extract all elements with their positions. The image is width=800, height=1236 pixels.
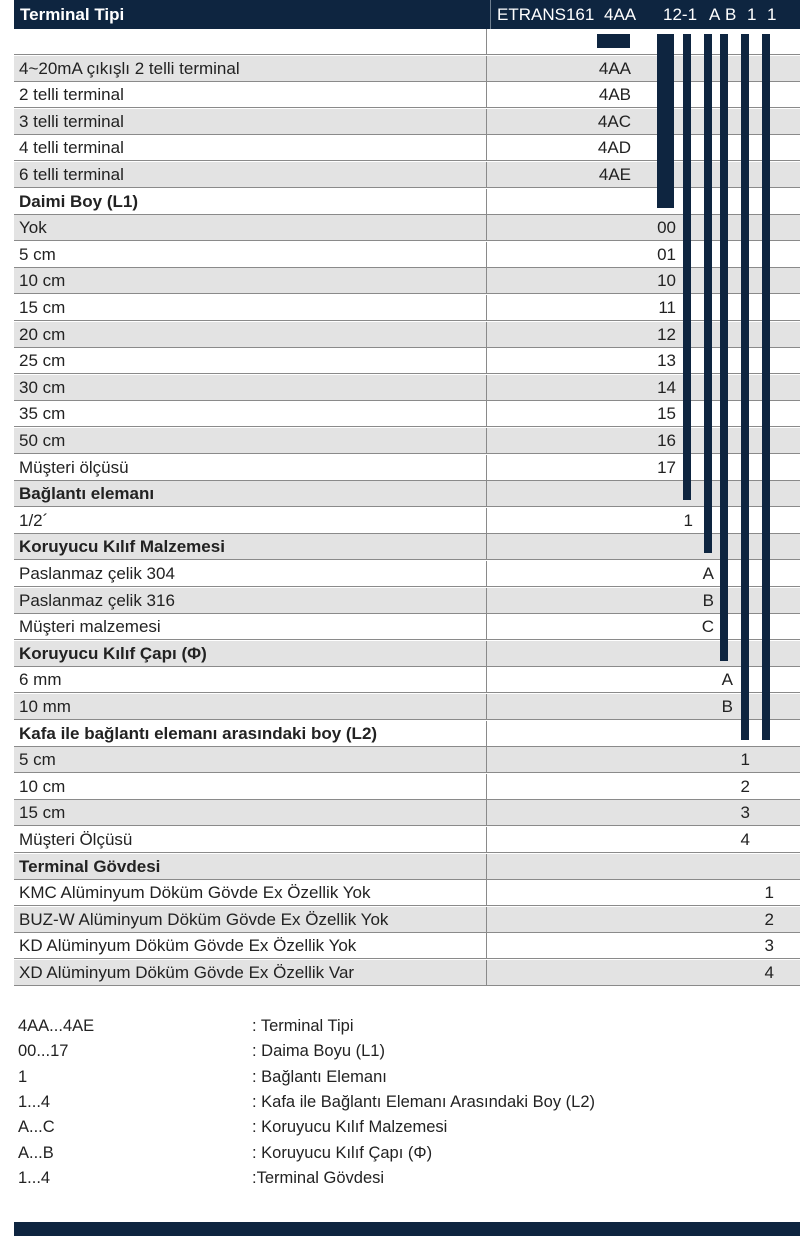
column-divider [486, 135, 487, 161]
option-label: 5 cm [19, 750, 56, 770]
table-header [14, 0, 800, 29]
table-row [14, 614, 800, 640]
option-label: Müşteri ölçüsü [19, 457, 129, 477]
option-label: Yok [19, 218, 47, 238]
option-code: 4AA [598, 58, 631, 78]
column-divider [486, 189, 487, 215]
legend-row [18, 1065, 718, 1090]
legend-key: A...B [18, 1143, 54, 1162]
legend-description: : Koruyucu Kılıf Çapı (Φ) [252, 1143, 433, 1162]
legend-row [18, 1014, 718, 1039]
section-title: Koruyucu Kılıf Malzemesi [19, 537, 225, 557]
column-divider [486, 29, 487, 55]
option-label: Paslanmaz çelik 316 [19, 590, 175, 610]
legend-row [18, 1141, 718, 1166]
column-divider [486, 614, 487, 640]
table-row [14, 880, 800, 906]
option-code: 1 [683, 510, 693, 530]
section-title: Terminal Gövdesi [19, 856, 161, 876]
table-row [14, 588, 800, 614]
header-code-type: 4AA [604, 5, 637, 24]
option-code: B [721, 697, 733, 716]
option-code: 10 [657, 271, 676, 291]
legend-description: : Terminal Tipi [252, 1017, 354, 1035]
table-row [14, 827, 800, 853]
table-row [14, 960, 800, 986]
option-label: 2 telli terminal [19, 85, 124, 105]
legend-key: 00...17 [18, 1042, 69, 1061]
column-divider [486, 375, 487, 401]
column-divider [486, 747, 487, 773]
column-divider [486, 827, 487, 853]
option-label: 6 mm [19, 670, 62, 690]
option-code: 15 [657, 404, 676, 424]
legend-row [18, 1090, 718, 1115]
bar-length-l2 [741, 34, 749, 740]
option-code: C [701, 617, 714, 637]
option-label: 3 telli terminal [19, 111, 124, 131]
column-divider [486, 82, 487, 108]
header-code-diameter: B [725, 5, 737, 24]
option-label: 15 cm [19, 803, 66, 823]
option-code: 1 [740, 750, 750, 770]
column-divider [486, 481, 487, 507]
option-code: 11 [658, 298, 676, 317]
column-divider [486, 694, 487, 720]
section-header-row [14, 854, 800, 880]
column-divider [486, 907, 487, 933]
option-code: 1 [764, 883, 774, 903]
option-code: A [721, 670, 733, 690]
option-label: 5 cm [19, 244, 56, 264]
option-label: KMC Alüminyum Döküm Gövde Ex Özellik Yok [19, 883, 371, 903]
table-row [14, 508, 800, 534]
column-divider [486, 401, 487, 427]
header-code-l2: 1 [747, 5, 757, 24]
bar-type-marker [597, 34, 630, 48]
bar-sheath-material [704, 34, 712, 553]
option-code: 2 [764, 909, 774, 929]
column-divider [486, 854, 487, 880]
option-label: Müşteri malzemesi [19, 617, 161, 637]
table-row [14, 561, 800, 587]
option-code: 4AC [597, 111, 631, 131]
table-row [14, 694, 800, 720]
table-row [14, 747, 800, 773]
column-divider [486, 774, 487, 800]
section-header-row [14, 534, 800, 560]
legend-key: 1 [18, 1067, 28, 1086]
column-divider [486, 534, 487, 560]
option-label: 10 mm [19, 697, 71, 716]
bar-connection [683, 34, 691, 500]
option-code: 14 [657, 377, 676, 397]
option-label: 15 cm [19, 298, 66, 317]
header-code-model: ETRANS161 [497, 5, 595, 24]
option-label: 35 cm [19, 404, 66, 424]
column-divider [486, 455, 487, 481]
section-header-row [14, 641, 800, 667]
column-divider [486, 800, 487, 826]
column-divider [486, 933, 487, 959]
option-label: 10 cm [19, 271, 66, 291]
column-divider [486, 322, 487, 348]
column-divider [486, 960, 487, 986]
legend-description: : Daima Boyu (L1) [252, 1042, 385, 1061]
legend-description: :Terminal Gövdesi [252, 1168, 385, 1187]
table-row [14, 667, 800, 693]
legend-key: 1...4 [18, 1168, 51, 1187]
option-label: 4 telli terminal [19, 138, 124, 158]
option-label: 25 cm [19, 351, 66, 371]
column-divider [486, 268, 487, 294]
legend-description: : Koruyucu Kılıf Malzemesi [252, 1118, 448, 1137]
column-divider [486, 721, 487, 747]
option-label: 1/2´ [19, 510, 49, 530]
option-label: 4~20mA çıkışlı 2 telli terminal [19, 58, 240, 78]
option-label: 10 cm [19, 776, 66, 796]
option-code: 3 [740, 803, 750, 823]
column-divider [486, 56, 487, 82]
section-title: Bağlantı elemanı [19, 484, 155, 504]
legend-description: : Kafa ile Bağlantı Elemanı Arasındaki Boy (L2) [252, 1092, 596, 1111]
option-code: 4 [740, 830, 750, 849]
table-row [14, 774, 800, 800]
bar-housing [762, 34, 770, 740]
option-label: 30 cm [19, 377, 66, 397]
legend-row [18, 1166, 718, 1191]
column-divider [486, 561, 487, 587]
bar-length-l1 [657, 34, 674, 208]
option-label: XD Alüminyum Döküm Gövde Ex Özellik Var [19, 963, 355, 982]
column-divider [486, 428, 487, 454]
header-code-housing: 1 [767, 5, 777, 24]
option-code: 3 [764, 936, 774, 956]
column-divider [486, 508, 487, 534]
option-label: 6 telli terminal [19, 165, 124, 184]
option-code: 00 [657, 218, 676, 238]
option-label: Paslanmaz çelik 304 [19, 564, 175, 583]
column-divider [486, 295, 487, 321]
option-label: Müşteri Ölçüsü [19, 830, 133, 849]
section-header-row [14, 721, 800, 747]
column-divider [486, 348, 487, 374]
option-code: 01 [657, 244, 676, 264]
option-label: 50 cm [19, 431, 66, 450]
option-code: 12 [657, 324, 676, 344]
column-divider [486, 588, 487, 614]
option-code: 2 [740, 776, 750, 796]
header-title: Terminal Tipi [20, 5, 125, 24]
legend-key: 4AA...4AE [18, 1017, 95, 1035]
column-divider [486, 242, 487, 268]
section-title: Daimi Boy (L1) [19, 191, 139, 211]
column-divider [486, 162, 487, 188]
table-row [14, 800, 800, 826]
option-label: KD Alüminyum Döküm Gövde Ex Özellik Yok [19, 936, 357, 956]
column-divider [486, 880, 487, 906]
option-code: 16 [657, 431, 676, 450]
header-code-material: A [709, 5, 721, 24]
option-code: A [702, 564, 714, 583]
column-divider [486, 641, 487, 667]
table-row [14, 933, 800, 959]
option-code: 17 [657, 457, 676, 477]
column-divider [486, 109, 487, 135]
option-code: 4 [764, 963, 774, 982]
option-code: B [702, 590, 714, 610]
legend-row [18, 1115, 718, 1140]
bar-sheath-diameter [720, 34, 728, 661]
option-code: 4AE [598, 165, 631, 184]
footer-bar [14, 1222, 800, 1236]
section-title: Koruyucu Kılıf Çapı (Φ) [19, 643, 207, 663]
header-code-length: 12-1 [663, 5, 698, 24]
legend-description: : Bağlantı Elemanı [252, 1067, 387, 1086]
legend-key: 1...4 [18, 1092, 51, 1111]
header-code-cell [490, 0, 800, 29]
legend-key: A...C [18, 1118, 55, 1137]
section-title: Kafa ile bağlantı elemanı arasındaki boy (L2) [19, 723, 378, 743]
column-divider [486, 667, 487, 693]
option-code: 13 [657, 351, 676, 371]
table-row [14, 907, 800, 933]
option-label: 20 cm [19, 324, 66, 344]
option-code: 4AD [597, 138, 631, 158]
legend-row [18, 1039, 718, 1064]
option-code: 4AB [598, 85, 631, 105]
option-label: BUZ-W Alüminyum Döküm Gövde Ex Özellik Yok [19, 909, 389, 929]
column-divider [486, 215, 487, 241]
